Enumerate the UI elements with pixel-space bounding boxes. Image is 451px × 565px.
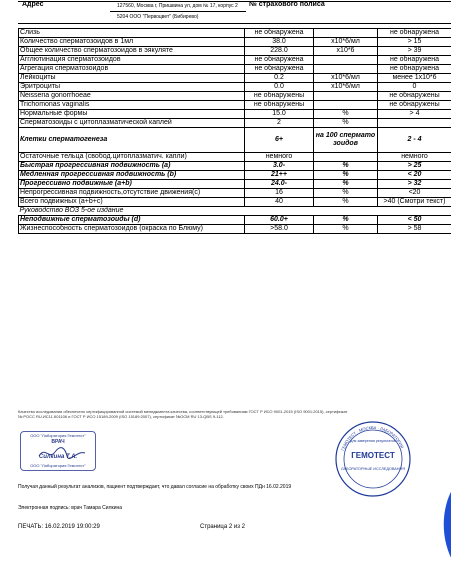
row-unit: % (314, 171, 378, 180)
row-reference: не обнаружена (378, 29, 451, 38)
table-row (19, 110, 451, 119)
table-row (19, 180, 451, 189)
row-name: Жизнеспособность сперматозоидов (окраска по Блюму) (19, 225, 245, 234)
quality-statement: Качество исследования обеспечено сертифицированной системой менеджмента качества, соответствующей требованиям ГОСТ Р ИСО 9001-2015 (ISO 9001:2015), сертификат № РОСС RU.ИС11.К01106 и ГОСТ Р ИСО 15189-2009 (ISO 15189:2007), сертификат №ОСМ RU 13-QBS 9-112. (18, 409, 348, 419)
row-name: Общее количество сперматозоидов в эякуляте (19, 47, 245, 56)
row-value: не обнаружена (245, 56, 314, 65)
row-value: 24.0- (245, 180, 314, 189)
table-row (19, 92, 451, 101)
doctor-stamp (20, 431, 96, 471)
table-row (19, 189, 451, 198)
row-name: Сперматозоиды с цитоплазматической каплей (19, 119, 245, 128)
table-row (19, 56, 451, 65)
table-row (19, 29, 451, 38)
row-value: не обнаружены (245, 101, 314, 110)
row-unit: x10*6/мл (314, 83, 378, 92)
row-unit: % (314, 189, 378, 198)
row-reference: 0 (378, 83, 451, 92)
row-name: Нормальные формы (19, 110, 245, 119)
seal-sub: ЛАБОРАТОРНЫЕ ИССЛЕДОВАНИЯ (341, 467, 405, 471)
row-name: Эритроциты (19, 83, 245, 92)
row-unit (314, 56, 378, 65)
row-unit: % (314, 119, 378, 128)
row-name: Прогрессивно подвижные (a+b) (19, 180, 245, 189)
table-row (19, 162, 451, 171)
row-unit (314, 153, 378, 162)
seal-ring-path: ГЕМОТЕСТ · МОСКВА · ЛАБОРАТОРИЯ · (340, 425, 405, 451)
row-reference: не обнаружены (378, 92, 451, 101)
table-row (19, 198, 451, 207)
consent-line: Получая данный результат анализов, пациент подтверждает, что давал согласие на обработку своих ПДн 16.02.2019 (18, 484, 291, 490)
table-row (19, 216, 451, 225)
row-value: не обнаружена (245, 29, 314, 38)
row-value: не обнаружена (245, 65, 314, 74)
row-unit: % (314, 216, 378, 225)
row-reference: > 4 (378, 110, 451, 119)
stamp-doctor-text: ВРАЧ (21, 439, 95, 445)
page-number: Страница 2 из 2 (200, 524, 245, 530)
results-table (18, 28, 451, 234)
row-value: >58.0 (245, 225, 314, 234)
row-name: Клетки сперматогенеза (19, 128, 245, 153)
address-underline (110, 11, 246, 12)
row-value: 60.0+ (245, 216, 314, 225)
row-unit (314, 101, 378, 110)
table-row (19, 38, 451, 47)
row-name: Непрогрессивная подвижность,отсутствие движения(c) (19, 189, 245, 198)
row-reference: не обнаружена (378, 65, 451, 74)
row-name: Неподвижные сперматозоиды (d) (19, 216, 245, 225)
row-unit (314, 29, 378, 38)
row-name: Neisseria gonorrhoeae (19, 92, 245, 101)
print-timestamp: ПЕЧАТЬ: 16.02.2019 19:00:29 (18, 524, 100, 530)
row-reference: > 15 (378, 38, 451, 47)
policy-label: № страхового полиса (249, 1, 325, 8)
table-row (19, 171, 451, 180)
row-unit (314, 92, 378, 101)
electronic-signature: Электронная подпись: врач Тамара Силкина (18, 505, 122, 511)
row-value: 2 (245, 119, 314, 128)
row-value: 0.2 (245, 74, 314, 83)
table-row (19, 153, 451, 162)
row-reference (378, 119, 451, 128)
table-row (19, 47, 451, 56)
row-reference: <20 (378, 189, 451, 198)
row-reference: немного (378, 153, 451, 162)
row-unit (314, 65, 378, 74)
row-value: 16 (245, 189, 314, 198)
row-value: 0.0 (245, 83, 314, 92)
row-unit: x10*6 (314, 47, 378, 56)
row-value: немного (245, 153, 314, 162)
header-top-rule (18, 1, 451, 2)
row-reference: > 39 (378, 47, 451, 56)
table-row (19, 119, 451, 128)
row-unit: на 100 сперматозоидов (314, 128, 378, 153)
table-row (19, 128, 451, 153)
row-value: 228.0 (245, 47, 314, 56)
blue-edge-decoration (431, 485, 451, 565)
row-name: Остаточные тельца (свобод.цитоплазматич. капли) (19, 153, 245, 162)
row-reference: > 58 (378, 225, 451, 234)
row-unit (314, 207, 378, 216)
stamp-top-text: ООО "Лаборатория Гемотест" (21, 433, 95, 438)
row-unit: x10*6/мл (314, 74, 378, 83)
row-value: 40 (245, 198, 314, 207)
row-name: Медленная прогрессивная подвижность (b) (19, 171, 245, 180)
row-value: 15.0 (245, 110, 314, 119)
row-reference: менее 1x10*6 (378, 74, 451, 83)
table-row (19, 74, 451, 83)
row-reference: < 20 (378, 171, 451, 180)
address-value: 127560, Москва г, Пришвина ул, дом № 17, корпус 2 (117, 3, 238, 9)
row-unit: % (314, 198, 378, 207)
row-name: Агрегация сперматозоидов (19, 65, 245, 74)
table-row (19, 101, 451, 110)
seal-brand: ГЕМОТЕСТ (351, 451, 395, 460)
row-reference (378, 207, 451, 216)
table-row (19, 225, 451, 234)
row-unit: x10*6/мл (314, 38, 378, 47)
row-unit: % (314, 110, 378, 119)
lab-seal (334, 420, 412, 498)
row-value: 6+ (245, 128, 314, 153)
row-value: не обнаружены (245, 92, 314, 101)
row-name: Слизь (19, 29, 245, 38)
header-bottom-rule (18, 23, 451, 24)
stamp-bottom-text: ООО "Лаборатория Гемотест" (21, 463, 95, 468)
seal-top-text: для заверения результатов (350, 439, 396, 443)
stamp-doctor-name: Силкина Т.А. (21, 454, 95, 460)
row-reference: не обнаружены (378, 101, 451, 110)
row-reference: > 32 (378, 180, 451, 189)
row-value: 3.0- (245, 162, 314, 171)
row-reference: >40 (Смотри текст) (378, 198, 451, 207)
row-name: Trichomonas vaginalis (19, 101, 245, 110)
row-name: Руководство ВОЗ 5-ое издание (19, 207, 245, 216)
row-reference: < 50 (378, 216, 451, 225)
row-name: Быстрая прогрессивная подвижность (a) (19, 162, 245, 171)
row-reference: > 25 (378, 162, 451, 171)
row-name: Лейкоциты (19, 74, 245, 83)
row-unit: % (314, 180, 378, 189)
row-unit: % (314, 162, 378, 171)
row-unit: % (314, 225, 378, 234)
row-value (245, 207, 314, 216)
row-name: Количество сперматозоидов в 1мл (19, 38, 245, 47)
organization: 5204 ООО "Первоцвет" (Бибирево) (117, 14, 198, 20)
table-row (19, 207, 451, 216)
row-value: 38.0 (245, 38, 314, 47)
row-name: Агглютинация сперматозоидов (19, 56, 245, 65)
row-name: Всего подвижных (a+b+c) (19, 198, 245, 207)
row-reference: 2 - 4 (378, 128, 451, 153)
address-label: Адрес (22, 1, 43, 8)
table-row (19, 65, 451, 74)
row-reference: не обнаружена (378, 56, 451, 65)
row-value: 21++ (245, 171, 314, 180)
table-row (19, 83, 451, 92)
